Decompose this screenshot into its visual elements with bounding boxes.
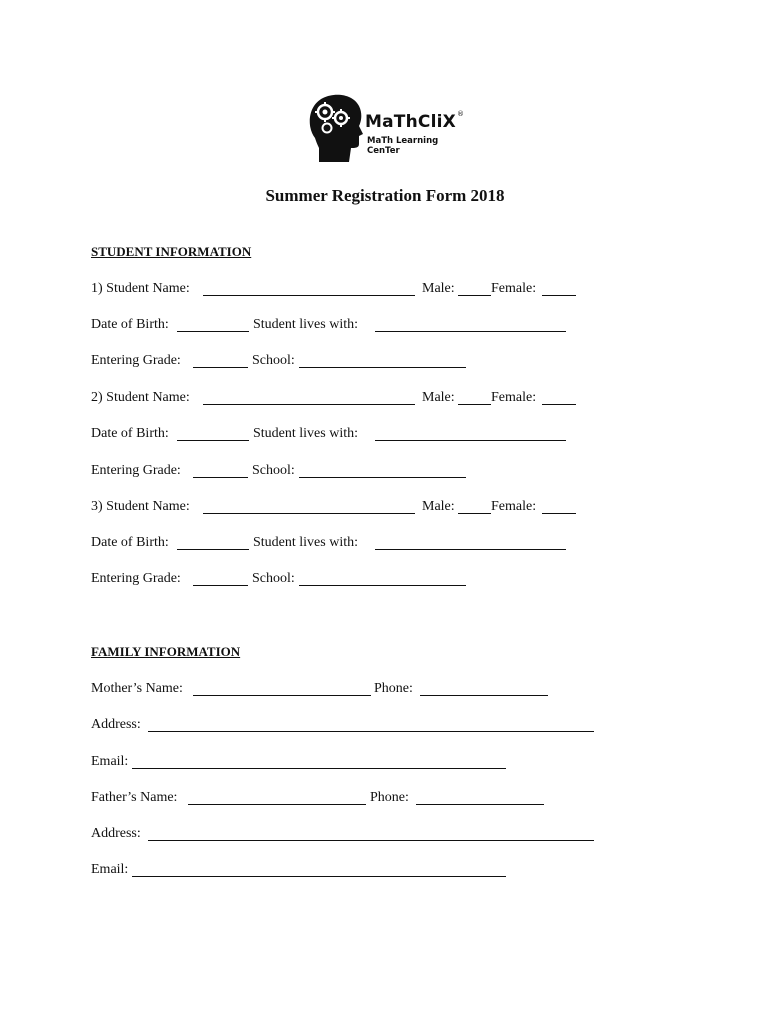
lives-with-label: Student lives with:: [253, 317, 358, 332]
school-field[interactable]: [299, 477, 466, 478]
dob-label: Date of Birth:: [91, 426, 169, 441]
mother-address-row: [91, 717, 601, 735]
female-label: Female:: [491, 281, 537, 296]
male-label: Male:: [422, 390, 455, 405]
grade-field[interactable]: [193, 585, 248, 586]
father-name-field[interactable]: [188, 804, 366, 805]
mother-email-field[interactable]: [132, 768, 506, 769]
female-field[interactable]: [542, 513, 576, 514]
female-label: Female:: [491, 499, 537, 514]
mother-phone-label: Phone:: [374, 681, 413, 696]
dob-field[interactable]: [177, 549, 249, 550]
father-address-field[interactable]: [148, 840, 594, 841]
logo-brand: MaThCliX: [365, 112, 456, 132]
father-phone-field[interactable]: [416, 804, 544, 805]
female-field[interactable]: [542, 295, 576, 296]
school-label: School:: [252, 463, 295, 478]
student-2-dob-row: [91, 426, 591, 444]
lives-with-field[interactable]: [375, 549, 566, 550]
female-label: Female:: [491, 390, 537, 405]
logo-registered: ®: [457, 110, 464, 118]
male-field[interactable]: [458, 295, 491, 296]
mother-name-row: [91, 681, 561, 699]
grade-label: Entering Grade:: [91, 353, 181, 368]
mother-phone-field[interactable]: [420, 695, 548, 696]
school-label: School:: [252, 353, 295, 368]
student-name-field[interactable]: [203, 295, 415, 296]
father-phone-label: Phone:: [370, 790, 409, 805]
male-label: Male:: [422, 281, 455, 296]
male-label: Male:: [422, 499, 455, 514]
student-1-name-row: [91, 281, 591, 299]
student-3-name-row: [91, 499, 591, 517]
mother-name-field[interactable]: [193, 695, 371, 696]
grade-field[interactable]: [193, 477, 248, 478]
father-email-field[interactable]: [132, 876, 506, 877]
father-name-label: Father’s Name:: [91, 790, 178, 805]
student-1-grade-row: [91, 353, 491, 371]
mother-email-label: Email:: [91, 754, 129, 769]
logo-tagline: MaTh Learning CenTer: [367, 136, 439, 156]
form-title: Summer Registration Form 2018: [265, 186, 505, 205]
student-name-label: 2) Student Name:: [91, 390, 190, 405]
grade-label: Entering Grade:: [91, 571, 181, 586]
school-field[interactable]: [299, 585, 466, 586]
student-3-grade-row: [91, 571, 491, 589]
student-name-label: 1) Student Name:: [91, 281, 190, 296]
student-name-field[interactable]: [203, 513, 415, 514]
father-email-label: Email:: [91, 862, 129, 877]
family-information-heading: FAMILY INFORMATION: [91, 644, 241, 659]
student-1-dob-row: [91, 317, 591, 335]
mother-address-label: Address:: [91, 717, 141, 732]
student-name-field[interactable]: [203, 404, 415, 405]
mother-email-row: [91, 754, 511, 772]
dob-field[interactable]: [177, 331, 249, 332]
father-address-label: Address:: [91, 826, 141, 841]
father-address-row: [91, 826, 601, 844]
father-email-row: [91, 862, 511, 880]
mother-address-field[interactable]: [148, 731, 594, 732]
school-label: School:: [252, 571, 295, 586]
dob-field[interactable]: [177, 440, 249, 441]
male-field[interactable]: [458, 404, 491, 405]
mathclix-logo: [305, 92, 470, 164]
father-name-row: [91, 790, 561, 808]
school-field[interactable]: [299, 367, 466, 368]
student-2-grade-row: [91, 463, 491, 481]
mother-name-label: Mother’s Name:: [91, 681, 183, 696]
dob-label: Date of Birth:: [91, 535, 169, 550]
lives-with-field[interactable]: [375, 440, 566, 441]
grade-label: Entering Grade:: [91, 463, 181, 478]
student-2-name-row: [91, 390, 591, 408]
lives-with-field[interactable]: [375, 331, 566, 332]
student-3-dob-row: [91, 535, 591, 553]
grade-field[interactable]: [193, 367, 248, 368]
student-information-heading: STUDENT INFORMATION: [91, 244, 252, 259]
dob-label: Date of Birth:: [91, 317, 169, 332]
female-field[interactable]: [542, 404, 576, 405]
male-field[interactable]: [458, 513, 491, 514]
lives-with-label: Student lives with:: [253, 426, 358, 441]
lives-with-label: Student lives with:: [253, 535, 358, 550]
student-name-label: 3) Student Name:: [91, 499, 190, 514]
